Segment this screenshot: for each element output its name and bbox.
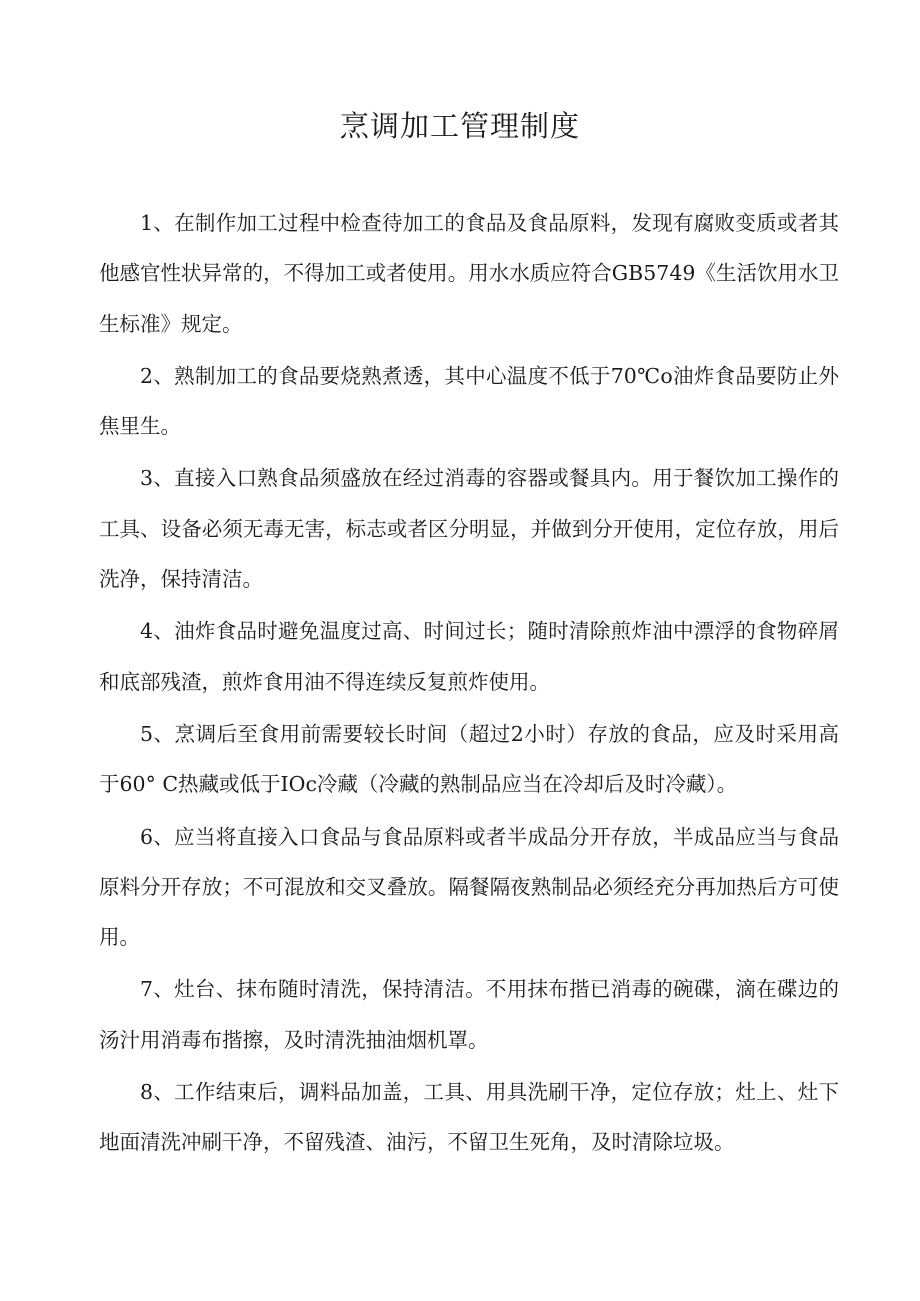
paragraph-2: 2、熟制加工的食品要烧熟煮透，其中心温度不低于70℃o油炸食品要防止外焦里生。 [99,363,839,439]
paragraph-5: 5、烹调后至食用前需要较长时间（超过2小时）存放的食品，应及时采用高于60° C热藏或低于IOc冷藏（冷藏的熟制品应当在冷却后及时冷藏）。 [99,721,839,797]
paragraph-6: 6、应当将直接入口食品与食品原料或者半成品分开存放，半成品应当与食品原料分开存放；不可混放和交叉叠放。隔餐隔夜熟制品必须经充分再加热后方可使用。 [99,824,839,950]
paragraph-4: 4、油炸食品时避免温度过高、时间过长；随时清除煎炸油中漂浮的食物碎屑和底部残渣，煎炸食用油不得连续反复煎炸使用。 [99,619,839,694]
document-body [99,198,839,1170]
document-title: 烹调加工管理制度 [339,109,580,143]
paragraph-8: 8、工作结束后，调料品加盖，工具、用具洗刷干净，定位存放；灶上、灶下地面清洗冲刷干净，不留残渣、油污，不留卫生死角，及时清除垃圾。 [99,1080,839,1155]
paragraph-1: 1、在制作加工过程中检查待加工的食品及食品原料，发现有腐败变质或者其他感官性状异常的，不得加工或者使用。用水水质应符合GB5749《生活饮用水卫生标准》规定。 [99,211,839,336]
paragraph-7: 7、灶台、抹布随时清洗，保持清洁。不用抹布揩已消毒的碗碟，滴在碟边的汤汁用消毒布揩擦，及时清洗抽油烟机罩。 [99,977,839,1052]
paragraph-3: 3、直接入口熟食品须盛放在经过消毒的容器或餐具内。用于餐饮加工操作的工具、设备必须无毒无害，标志或者区分明显，并做到分开使用，定位存放，用后洗净，保持清洁。 [99,466,839,592]
